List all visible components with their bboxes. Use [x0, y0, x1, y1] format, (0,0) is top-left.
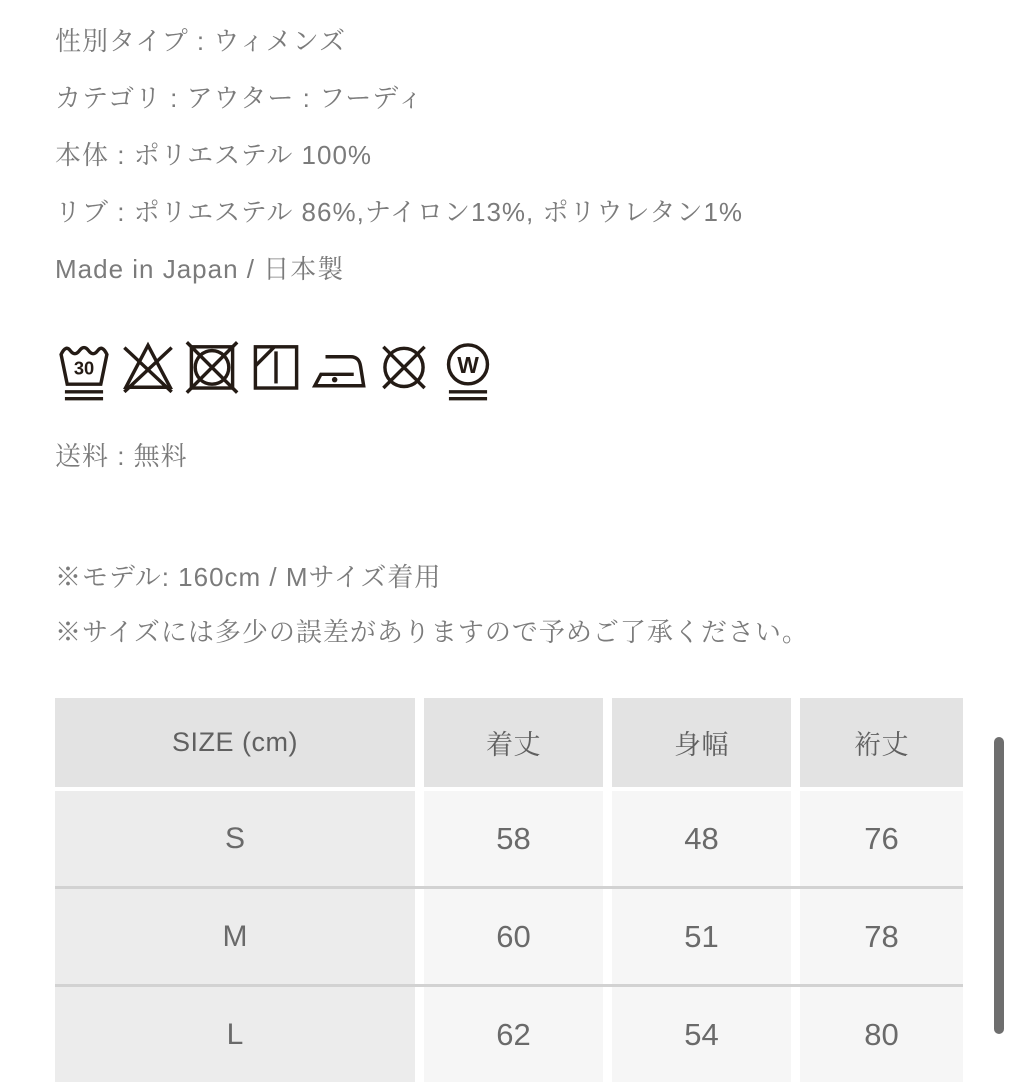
model-note: ※モデル: 160cm / Mサイズ着用	[55, 562, 442, 592]
size-table-cell: 62	[424, 987, 603, 1082]
size-table-cell: 54	[612, 987, 791, 1082]
wash-temp-label: 30	[73, 357, 95, 379]
shipping-line: 送料 : 無料	[55, 441, 188, 471]
size-table-row-l-label: L	[55, 987, 415, 1082]
size-table-cell: 58	[424, 791, 603, 886]
gender-type-line: 性別タイプ : ウィメンズ	[55, 26, 347, 56]
size-table-row-m-label: M	[55, 889, 415, 984]
category-line: カテゴリ : アウター : フーディ	[55, 83, 425, 113]
size-table-cell: 48	[612, 791, 791, 886]
wet-clean-label: W	[457, 351, 479, 378]
size-table-cell: 76	[800, 791, 963, 886]
care-symbols-row	[55, 335, 1013, 409]
line-dry-in-shade-icon	[247, 335, 305, 409]
size-table	[55, 698, 963, 1082]
size-table-row-s-label: S	[55, 791, 415, 886]
size-table-header-width: 身幅	[612, 698, 791, 787]
iron-low-one-dot-icon	[311, 335, 369, 409]
made-in-line: Made in Japan / 日本製	[55, 254, 345, 284]
no-dry-clean-icon	[375, 335, 433, 409]
size-table-cell: 60	[424, 889, 603, 984]
size-table-header-size: SIZE (cm)	[55, 698, 415, 787]
rib-material-line: リブ : ポリエステル 86%,ナイロン13%, ポリウレタン1%	[55, 197, 744, 227]
body-material-line: 本体 : ポリエステル 100%	[55, 140, 373, 170]
size-table-cell: 51	[612, 889, 791, 984]
size-table-header-sleeve: 裄丈	[800, 698, 963, 787]
wet-clean-very-gentle-icon	[439, 335, 497, 409]
size-table-cell: 78	[800, 889, 963, 984]
no-bleach-icon	[119, 335, 177, 409]
size-tolerance-note: ※サイズには多少の誤差がありますので予めご了承ください。	[55, 617, 809, 647]
wash-30-very-gentle-icon	[55, 335, 113, 409]
notes-block	[55, 563, 1013, 647]
no-tumble-dry-icon	[183, 335, 241, 409]
scrollbar-thumb[interactable]	[994, 737, 1004, 1034]
size-table-header-length: 着丈	[424, 698, 603, 787]
size-table-cell: 80	[800, 987, 963, 1082]
